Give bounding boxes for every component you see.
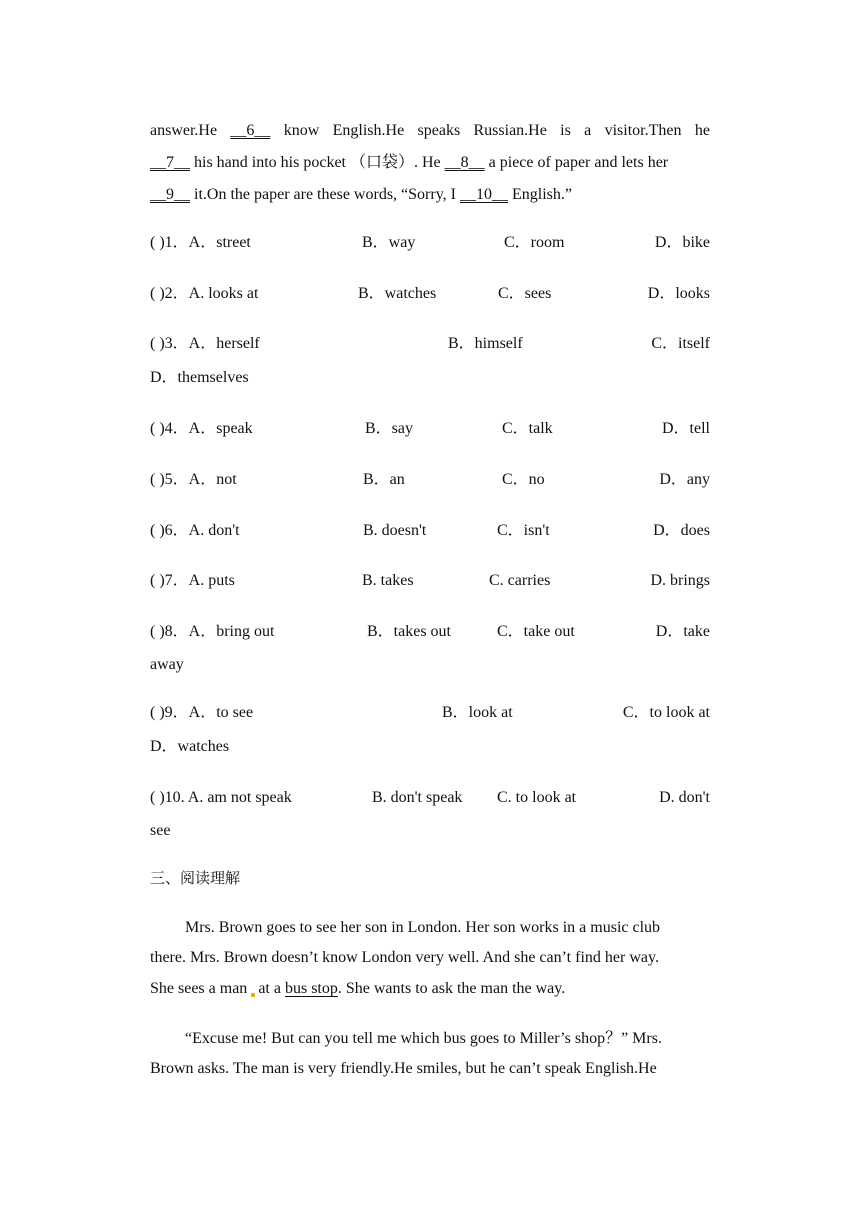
cloze-blank-6: __6__ [230,122,271,139]
cloze-word: speaks [417,122,461,139]
question-stem: ( )9．A．to see [150,704,254,721]
question-5 [150,470,710,490]
cloze-word: a [584,122,592,139]
comment-marker-icon [251,993,255,997]
reading-line: “Excuse me! But can you tell me which bus goes to Miller’s shop？” Mrs. [185,1030,662,1047]
question-10 [150,788,710,808]
cloze-word: is [560,122,571,139]
option-b: B．say [365,420,414,437]
cloze-blank-10: __10__ [459,186,508,203]
option-b: B．himself [448,335,523,352]
cloze-word: English.He [332,122,405,139]
section-heading: 三、阅读理解 [150,869,241,887]
cloze-word: visitor.Then [604,122,682,139]
option-b: B．look at [442,704,513,721]
cloze-blank-9: __9__ [150,186,190,203]
option-b: B. takes [362,572,414,589]
option-c: C．sees [498,285,552,302]
option-c: C．talk [502,420,553,437]
option-b: B. doesn't [363,522,427,539]
question-1 [150,233,710,253]
question-stem: ( )6．A. don't [150,522,240,539]
cloze-text: English.” [507,186,572,203]
option-c: C. to look at [497,789,577,806]
question-stem: ( )3．A．herself [150,335,260,352]
reading-text: . She wants to ask the man the way. [337,980,566,997]
question-stem: ( )4．A．speak [150,420,253,437]
option-b: B．takes out [367,623,451,640]
option-d: D．any [659,471,710,488]
underlined-phrase: bus stop [284,980,338,997]
option-b: B. don't speak [372,789,463,806]
option-c: C．itself [651,335,710,352]
question-8 [150,622,710,642]
option-d: D．watches [150,738,230,755]
option-b: B．way [362,234,416,251]
question-stem: ( )10. A. am not speak [150,789,292,806]
question-4 [150,419,710,439]
cloze-word: know [283,122,320,139]
question-9 [150,703,710,723]
option-b: B．watches [358,285,437,302]
option-c: C．take out [497,623,575,640]
reading-line: Mrs. Brown goes to see her son in London. Her son works in a music club [185,919,661,936]
reading-line [150,979,710,999]
question-3-wrap [150,368,710,388]
cloze-text: it.On the paper are these words, “Sorry, I [190,186,460,203]
option-d-continued: away [150,656,184,673]
question-2 [150,284,710,304]
reading-text: She sees a man [150,980,248,997]
option-d: D．looks [647,285,710,302]
cloze-text: a piece of paper and lets her [484,154,669,171]
cloze-blank-8: __8__ [444,154,485,171]
option-b: B．an [363,471,405,488]
option-c: C．isn't [497,522,550,539]
question-stem: ( )1．A．street [150,234,251,251]
question-8-wrap [150,655,710,675]
cloze-blank-7: __7__ [150,154,190,171]
cloze-line-2 [150,153,710,173]
option-d: D. don't [659,789,710,806]
question-stem: ( )7．A. puts [150,572,235,589]
option-d: D．bike [654,234,710,251]
option-c: C．room [504,234,565,251]
question-6 [150,521,710,541]
cloze-text: his hand into his pocket （口袋）. He [190,154,445,171]
question-stem: ( )2．A. looks at [150,285,259,302]
cloze-line-3 [150,185,710,205]
question-9-wrap [150,737,710,757]
cloze-line-1 [150,121,710,141]
option-c: C．to look at [622,704,710,721]
option-d: D．does [653,522,710,539]
reading-text: at a [258,980,281,997]
question-10-wrap [150,821,710,841]
option-c: C．no [502,471,545,488]
question-stem: ( )5．A．not [150,471,237,488]
option-d: D．take [655,623,710,640]
cloze-word: answer.He [150,122,218,139]
option-d: D．tell [662,420,710,437]
question-stem: ( )8．A．bring out [150,623,275,640]
cloze-word: he [694,122,710,139]
option-d: D. brings [650,572,710,589]
option-d: D．themselves [150,369,249,386]
question-3 [150,334,710,354]
reading-line: there. Mrs. Brown doesn’t know London very well. And she can’t find her way. [150,949,659,966]
reading-line: Brown asks. The man is very friendly.He smiles, but he can’t speak English.He [150,1060,657,1077]
cloze-word: Russian.He [473,122,547,139]
option-c: C. carries [489,572,551,589]
question-7 [150,571,710,591]
option-d-continued: see [150,822,171,839]
